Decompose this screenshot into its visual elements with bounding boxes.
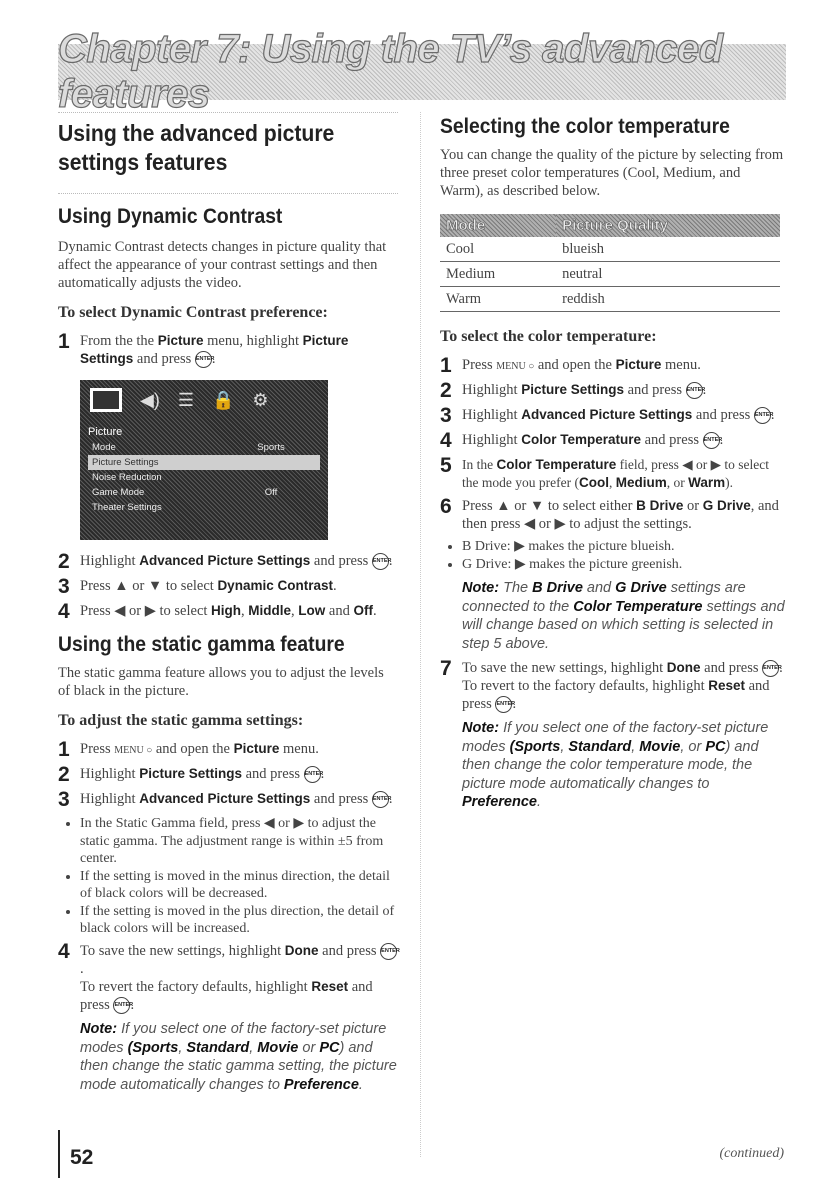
static-gamma-heading: Using the static gamma feature bbox=[58, 633, 345, 657]
enter-button-icon: ENTER bbox=[380, 943, 397, 960]
list-item: • If the setting is moved in the plus direction, the detail of black colors will be increased. bbox=[80, 903, 398, 938]
dynamic-contrast-heading: Using Dynamic Contrast bbox=[58, 205, 283, 228]
ct-step-6: 6 Press ▲ or ▼ to select either B Drive or G Drive, and then press ◀ or ▶ to adjust the settings. bbox=[440, 495, 779, 532]
sg-step-3: 3 Highlight Advanced Picture Settings and press ENTER. bbox=[58, 788, 393, 812]
ct-step-3: 3 Highlight Advanced Picture Settings and press ENTER. bbox=[440, 404, 775, 427]
ct-step-2: 2 Highlight Picture Settings and press ENTER. bbox=[440, 379, 707, 402]
color-temp-table bbox=[440, 214, 780, 312]
ct-step-7: 7 To save the new settings, highlight Done and press ENTER. To revert to the factory defaults, highlight Reset and press ENTER. bbox=[440, 657, 783, 713]
right-column bbox=[440, 112, 785, 818]
osd-row-noise-reduction: Noise Reduction bbox=[92, 472, 162, 484]
table-row: Medium neutral bbox=[440, 262, 780, 287]
picture-menu-screenshot bbox=[80, 380, 328, 540]
chapter-title: Chapter 7: Using the TV’s advanced features bbox=[58, 27, 723, 116]
color-temp-note: Note: If you select one of the factory-set picture modes (Sports, Standard, Movie, or PC) and then change the color temperature mode, the picture mode automatically changes to Preference. bbox=[462, 720, 769, 811]
dc-step-2: 2 Highlight Advanced Picture Settings and press ENTER. bbox=[58, 550, 393, 574]
sg-step-2: 2 Highlight Picture Settings and press ENTER. bbox=[58, 763, 325, 787]
applications-tab-icon: ⚙ bbox=[252, 389, 269, 410]
enter-button-icon: ENTER bbox=[762, 660, 779, 677]
enter-button-icon: ENTER bbox=[703, 432, 720, 449]
dynamic-contrast-procedure-title: To select Dynamic Contrast preference: bbox=[58, 304, 328, 321]
static-gamma-note: Note: If you select one of the factory-set picture modes (Sports, Standard, Movie or PC) and then change the static gamma setting, the picture mode automatically changes to Preference. bbox=[80, 1021, 397, 1093]
picture-tab-icon bbox=[90, 388, 122, 412]
static-gamma-bullets bbox=[58, 815, 398, 938]
enter-button-icon: ENTER bbox=[304, 766, 321, 783]
dc-step-4: 4 Press ◀ or ▶ to select High, Middle, Low and Off. bbox=[58, 600, 377, 624]
enter-button-icon: ENTER bbox=[686, 382, 703, 399]
color-temp-procedure-title: To select the color temperature: bbox=[440, 328, 657, 345]
enter-button-icon: ENTER bbox=[495, 696, 512, 713]
ct-step-5: 5 In the Color Temperature field, press ◀ or ▶ to select the mode you prefer (Cool, Medium, or Warm). bbox=[440, 454, 770, 490]
static-gamma-procedure-title: To adjust the static gamma settings: bbox=[58, 712, 304, 730]
dc-step-3: 3 Press ▲ or ▼ to select Dynamic Contrast. bbox=[58, 575, 337, 599]
enter-button-icon: ENTER bbox=[372, 791, 389, 808]
enter-button-icon: ENTER bbox=[195, 351, 212, 368]
drive-note: Note: The B Drive and G Drive settings are connected to the Color Temperature settings and will change based on which setting is selected in step 5 above. bbox=[462, 580, 785, 652]
page-bar bbox=[58, 1130, 60, 1178]
osd-row-picture-settings: Picture Settings bbox=[88, 455, 320, 470]
drive-bullets bbox=[440, 538, 785, 573]
left-column bbox=[58, 112, 398, 1100]
osd-menu-title: Picture bbox=[88, 426, 123, 439]
section-title: Using the advanced picture settings features bbox=[58, 120, 335, 175]
color-temp-intro: You can change the quality of the picture by selecting from three preset color temperatures (Cool, Medium, and Warm), as described below. bbox=[440, 147, 784, 199]
audio-tab-icon: ◀) bbox=[140, 389, 160, 410]
list-item: • If the setting is moved in the minus direction, the detail of black colors will be decreased. bbox=[80, 868, 398, 903]
sg-step-1: 1 Press MENU ○ and open the Picture menu. bbox=[58, 738, 319, 762]
continued-label: (continued) bbox=[719, 1146, 784, 1161]
static-gamma-intro: The static gamma feature allows you to adjust the levels of black in the picture. bbox=[58, 665, 384, 700]
table-row: Cool blueish bbox=[440, 237, 780, 262]
osd-row-mode: Mode Sports bbox=[92, 442, 285, 454]
osd-row-game-mode: Game Mode Off bbox=[92, 487, 278, 499]
list-item: • G Drive: ▶ makes the picture greenish. bbox=[462, 556, 785, 574]
chapter-banner bbox=[58, 27, 786, 116]
page-number: 52 bbox=[70, 1146, 94, 1169]
enter-button-icon: ENTER bbox=[113, 997, 130, 1014]
list-item: • In the Static Gamma field, press ◀ or ▶ to adjust the static gamma. The adjustment range is within ±5 from center. bbox=[80, 815, 398, 868]
lock-tab-icon: 🔒 bbox=[211, 389, 235, 410]
enter-button-icon: ENTER bbox=[754, 407, 771, 424]
ct-step-1: 1 Press MENU ○ and open the Picture menu. bbox=[440, 354, 701, 377]
table-row: Warm reddish bbox=[440, 287, 780, 312]
sg-step-4: 4 To save the new settings, highlight Done and press ENTER. To revert the factory defaults, highlight Reset and press ENTER. bbox=[58, 939, 400, 1013]
list-item: • B Drive: ▶ makes the picture blueish. bbox=[462, 538, 785, 556]
table-header: Picture Quality bbox=[556, 214, 780, 237]
column-divider bbox=[420, 112, 421, 1157]
setup-tab-icon: ☰ bbox=[177, 389, 194, 410]
osd-row-theater-settings: Theater Settings bbox=[92, 502, 162, 514]
table-header: Mode bbox=[440, 214, 556, 237]
dc-step-1: 1 From the the Picture menu, highlight Picture Settings and press ENTER. bbox=[58, 330, 349, 367]
dynamic-contrast-intro: Dynamic Contrast detects changes in picture quality that affect the appearance of your contrast settings and then automatically adjusts the video. bbox=[58, 239, 387, 291]
enter-button-icon: ENTER bbox=[372, 553, 389, 570]
ct-step-4: 4 Highlight Color Temperature and press ENTER. bbox=[440, 429, 724, 452]
color-temp-heading: Selecting the color temperature bbox=[440, 115, 730, 138]
